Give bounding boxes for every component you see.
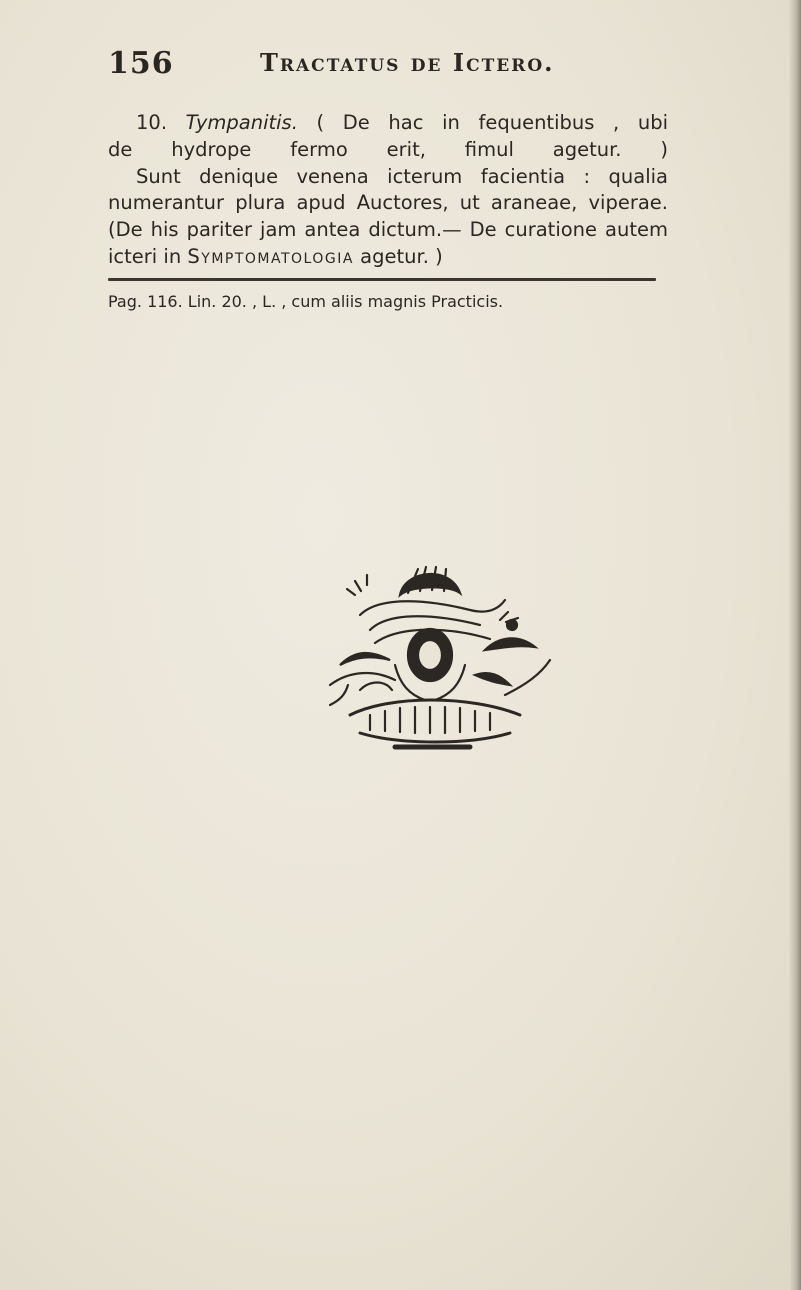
text-line-3: Sunt denique venena icterum facientia : qualia [136,164,668,188]
text-line-2: de hydrope fermo erit, fimul agetur. ) [108,137,668,161]
page-number: 156 [108,46,174,81]
page-edge [789,0,801,1290]
separator-rule [108,278,656,281]
text-line-4: numerantur plura apud Auctores, ut araneae, viperae. [108,191,668,215]
running-head: Tractatus de Ictero. [260,48,555,77]
text-line-6 [108,244,668,271]
floral-tailpiece-icon [300,555,560,755]
text-line-1 [108,110,668,137]
text-line-6-end: agetur. ) [353,244,443,268]
body-text [108,110,668,271]
text-line-6-smallcaps: Symptomatologia [187,244,354,268]
text-line-5: (De his pariter jam antea dictum.— De curatione autem [108,218,668,242]
item-number: 10. [136,111,186,134]
text-line-6-start: icteri in [108,244,188,268]
errata-note: Pag. 116. Lin. 20. , L. , cum aliis magnis Practicis. [108,292,504,311]
text-line-1-rest: ( De hac in fequentibus , ubi [297,111,668,134]
page-header [108,46,668,86]
item-title: Tympanitis. [185,111,298,134]
